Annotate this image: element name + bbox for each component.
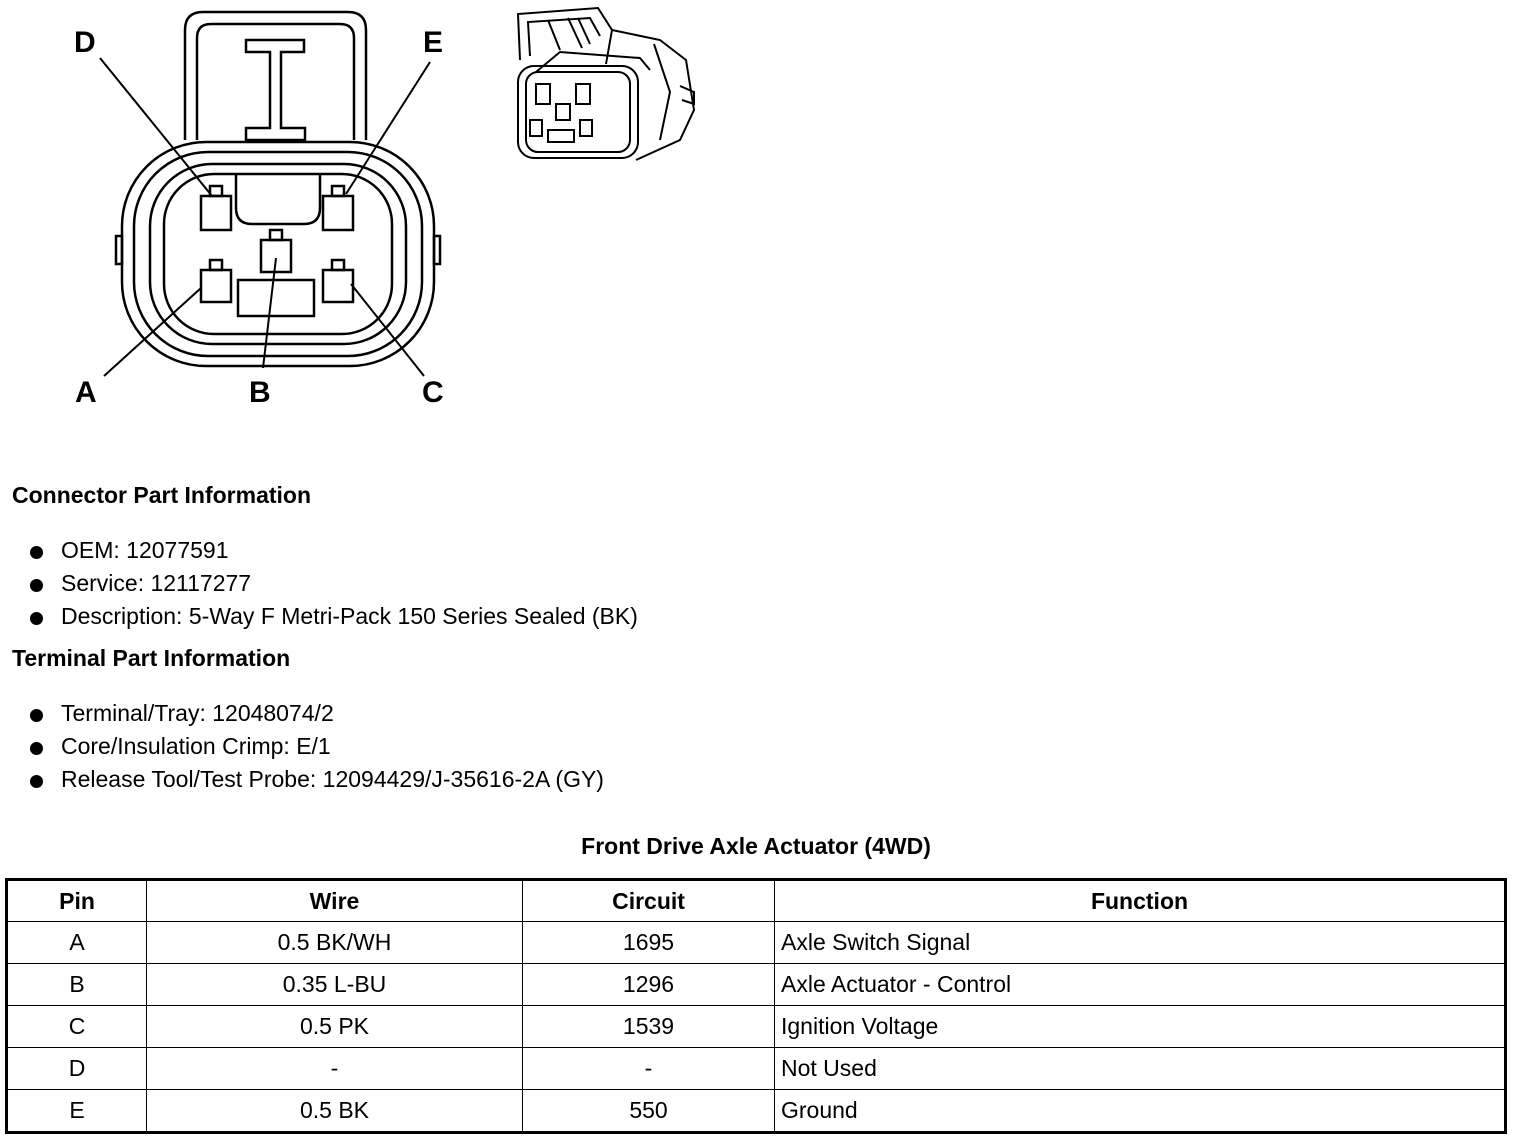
- pin-label-b: B: [249, 376, 271, 409]
- table-header-row: [7, 880, 1506, 922]
- cell-circuit: -: [523, 1047, 775, 1089]
- connector-info-title: Connector Part Information: [12, 482, 312, 508]
- list-item: Release Tool/Test Probe: 12094429/J-35616-2A (GY): [30, 763, 604, 796]
- pin-label-d: D: [74, 26, 96, 59]
- pin-label-c: C: [422, 376, 444, 409]
- header-function: Function: [775, 880, 1506, 922]
- table-row: [7, 963, 1506, 1005]
- cell-function: Ignition Voltage: [775, 1005, 1506, 1047]
- cell-function: Not Used: [775, 1047, 1506, 1089]
- cell-pin: E: [7, 1089, 147, 1132]
- table-row: [7, 1089, 1506, 1132]
- cell-circuit: 550: [523, 1089, 775, 1132]
- cell-pin: C: [7, 1005, 147, 1047]
- list-item: Core/Insulation Crimp: E/1: [30, 730, 604, 763]
- list-item: Description: 5-Way F Metri-Pack 150 Series Sealed (BK): [30, 600, 638, 633]
- header-circuit: Circuit: [523, 880, 775, 922]
- pinout-table: [5, 878, 1507, 1134]
- cell-circuit: 1539: [523, 1005, 775, 1047]
- cell-pin: B: [7, 963, 147, 1005]
- list-item: Terminal/Tray: 12048074/2: [30, 697, 604, 730]
- cell-wire: 0.5 BK: [147, 1089, 523, 1132]
- pin-label-a: A: [75, 376, 97, 409]
- cell-function: Ground: [775, 1089, 1506, 1132]
- list-item: Service: 12117277: [30, 567, 638, 600]
- header-pin: Pin: [7, 880, 147, 922]
- terminal-info-list: [30, 697, 604, 796]
- table-row: [7, 1005, 1506, 1047]
- cell-wire: 0.5 PK: [147, 1005, 523, 1047]
- cell-function: Axle Actuator - Control: [775, 963, 1506, 1005]
- cell-pin: D: [7, 1047, 147, 1089]
- list-item: OEM: 12077591: [30, 534, 638, 567]
- cell-wire: -: [147, 1047, 523, 1089]
- pin-label-e: E: [423, 26, 444, 59]
- cell-circuit: 1695: [523, 922, 775, 964]
- table-row: [7, 922, 1506, 964]
- cell-wire: 0.5 BK/WH: [147, 922, 523, 964]
- cell-wire: 0.35 L-BU: [147, 963, 523, 1005]
- cell-circuit: 1296: [523, 963, 775, 1005]
- table-title: Front Drive Axle Actuator (4WD): [581, 833, 931, 859]
- connector-face-view: [116, 12, 440, 366]
- connector-diagram: [0, 0, 720, 420]
- cell-function: Axle Switch Signal: [775, 922, 1506, 964]
- connector-isometric-view: [518, 8, 694, 160]
- terminal-info-title: Terminal Part Information: [12, 645, 291, 671]
- connector-info-list: [30, 534, 638, 633]
- table-row: [7, 1047, 1506, 1089]
- cell-pin: A: [7, 922, 147, 964]
- header-wire: Wire: [147, 880, 523, 922]
